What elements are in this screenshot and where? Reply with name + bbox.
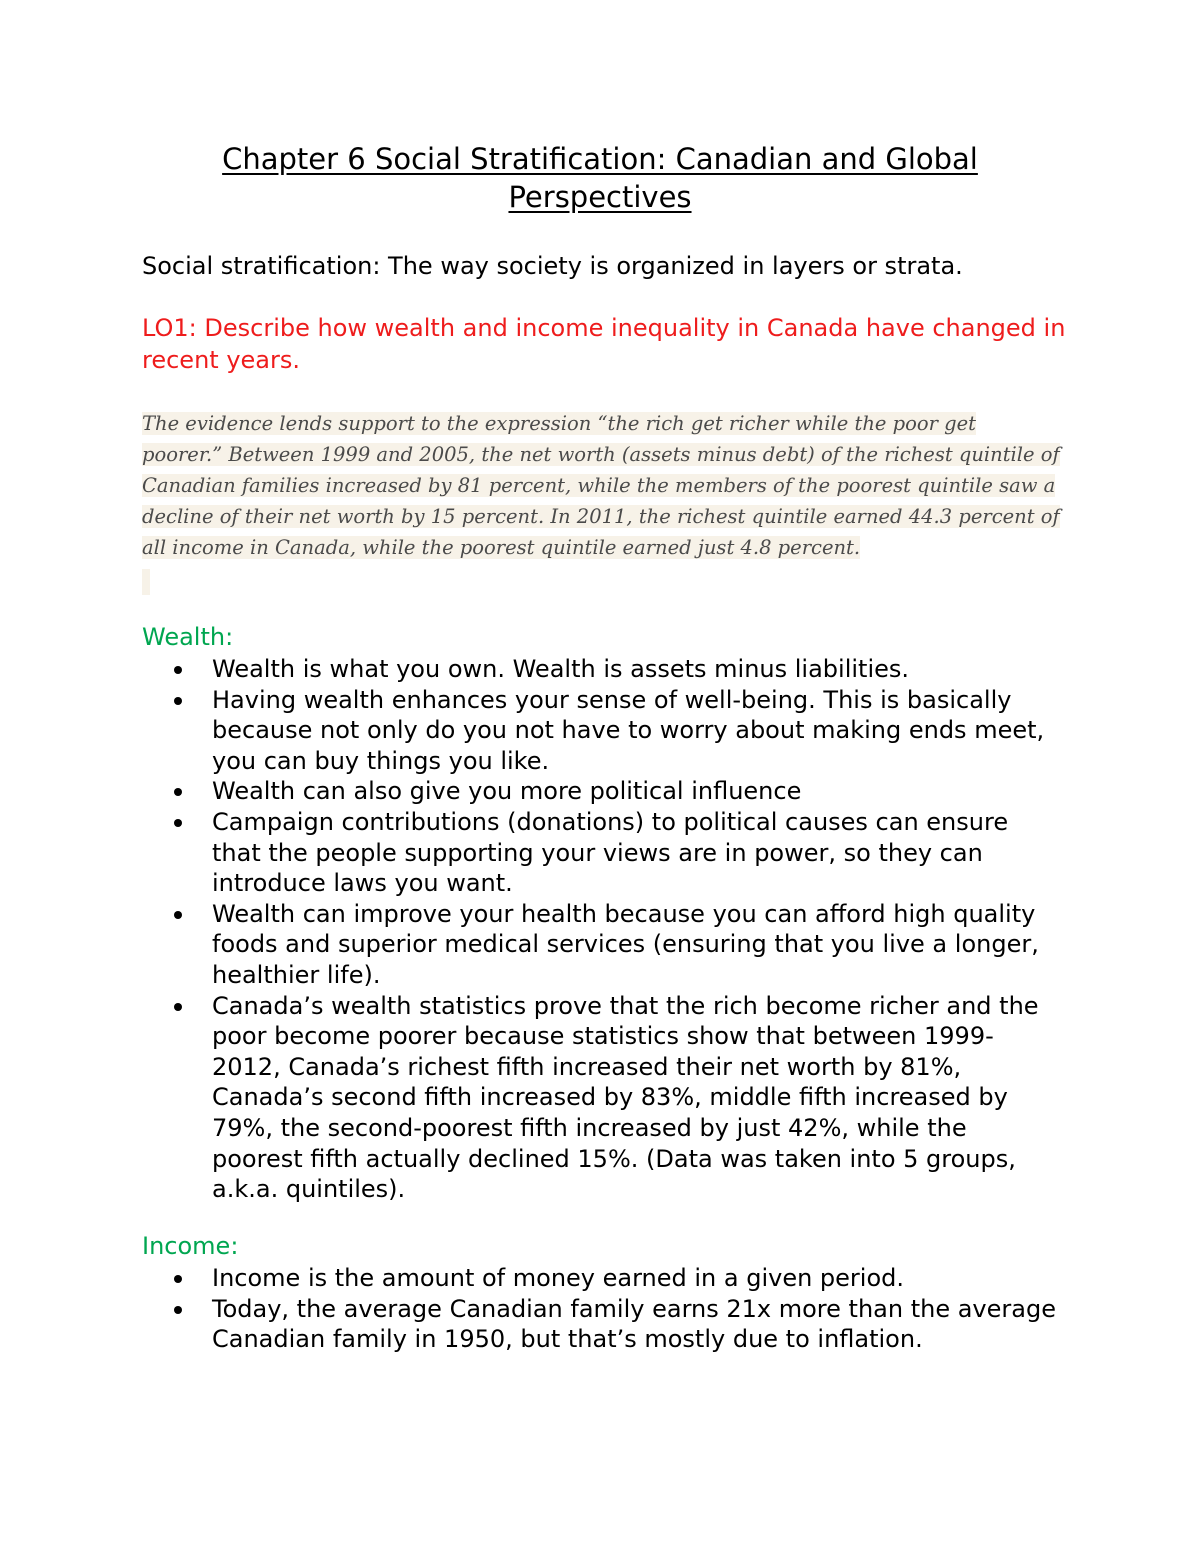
list-item [142, 991, 1062, 1205]
list-item [142, 654, 1062, 685]
list-item-text: Having wealth enhances your sense of well-being. This is basically because not only do you not have to worry about making ends meet, you can buy things you like. [212, 685, 1045, 775]
list-item [142, 1263, 1062, 1294]
bullet-icon [174, 697, 182, 705]
bullet-icon [174, 1275, 182, 1283]
bullet-icon [174, 911, 182, 919]
list-item-text: Income is the amount of money earned in a given period. [212, 1264, 905, 1292]
bullet-icon [174, 788, 182, 796]
list-item [142, 899, 1062, 991]
bullet-icon [174, 666, 182, 674]
list-item [142, 776, 1062, 807]
wealth-list [142, 654, 1062, 1205]
list-item-text: Today, the average Canadian family earns 21x more than the average Canadian family in 1950, but that’s mostly due to inflation. [212, 1294, 1056, 1354]
income-heading: Income: [142, 1232, 239, 1260]
quote-block [142, 408, 1062, 595]
list-item-text: Campaign contributions (donations) to political causes can ensure that the people supporting your views are in power, so they can introduce laws you want. [212, 807, 1009, 898]
list-item [142, 685, 1062, 777]
list-item-text: Wealth can also give you more political influence [212, 777, 802, 806]
definition-text: Social stratification: The way society is organized in layers or strata. [142, 252, 963, 280]
bullet-icon [174, 819, 182, 827]
list-item-text: Wealth is what you own. Wealth is assets minus liabilities. [212, 655, 910, 683]
income-list [142, 1263, 1062, 1355]
bullet-icon [174, 1306, 182, 1314]
list-item-text: Canada’s wealth statistics prove that the rich become richer and the poor become poorer because statistics show that between 1999-2012, Canada’s richest fifth increased their net worth by 81%, Canada’s second fifth increased by 83%, middle fifth increased by 79%, the second-poorest fifth increased by just 42%, while the poorest fifth actually declined 15%. (Data was taken into 5 groups, a.k.a. quintiles). [212, 991, 1039, 1204]
list-item [142, 807, 1062, 899]
quote-highlight-marker [142, 569, 150, 595]
page-title: Chapter 6 Social Stratification: Canadian and Global Perspectives [222, 142, 978, 214]
wealth-heading: Wealth: [142, 623, 234, 651]
list-item [142, 1294, 1062, 1355]
bullet-icon [174, 1003, 182, 1011]
learning-objective: LO1: Describe how wealth and income inequality in Canada have changed in recent years. [142, 314, 1066, 374]
list-item-text: Wealth can improve your health because you can afford high quality foods and superior medical services (ensuring that you live a longer, healthier life). [212, 899, 1039, 989]
quote-text: The evidence lends support to the expression “the rich get richer while the poor get poorer.” Between 1999 and 2005, the net worth (assets minus debt) of the richest quintile of Canadian families increased by 81 percent, while the members of the poorest quintile saw a decline of their net worth by 15 percent. In 2011, the richest quintile earned 44.3 percent of all income in Canada, while the poorest quintile earned just 4.8 percent. [142, 412, 1060, 559]
